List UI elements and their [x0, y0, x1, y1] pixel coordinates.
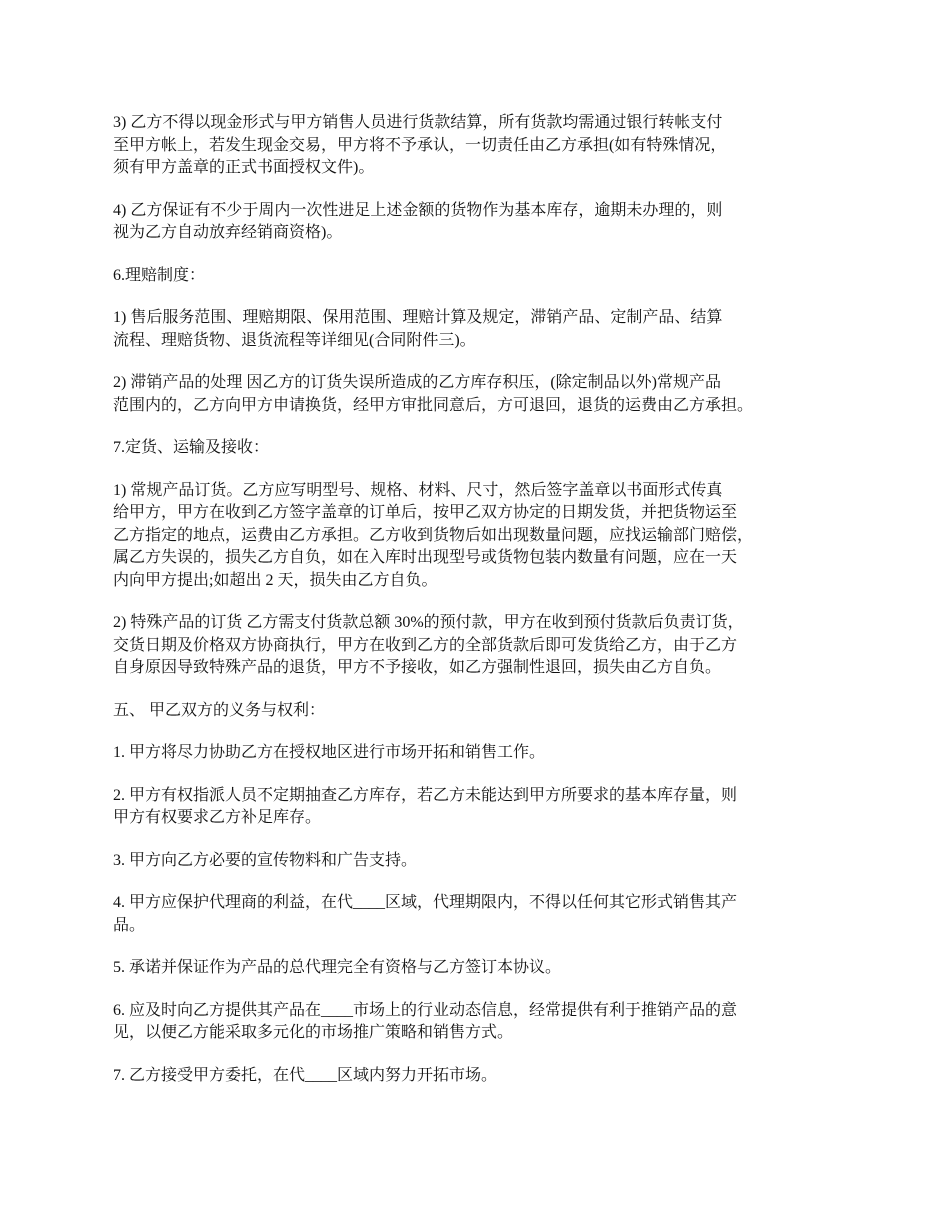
text-line: 2) 滞销产品的处理 因乙方的订货失误所造成的乙方库存积压，(除定制品以外)常规产品: [113, 374, 721, 391]
text-line: 2. 甲方有权指派人员不定期抽查乙方库存，若乙方未能达到甲方所要求的基本库存量，则: [113, 786, 738, 804]
text-line: 4. 甲方应保护代理商的利益，在代____区域，代理期限内，不得以任何其它形式销售其产: [113, 894, 738, 911]
text-line: 2) 特殊产品的订货 乙方需支付货款总额 30%的预付款，甲方在收到预付货款后负责订货，: [113, 614, 744, 631]
list-item-right-3: [113, 850, 853, 873]
text-line: 3) 乙方不得以现金形式与甲方销售人员进行货款结算，所有货款均需通过银行转帐支付: [113, 114, 723, 131]
text-line: 给甲方，甲方在收到乙方签字盖章的订单后，按甲乙双方协定的日期发货，并把货物运至: [113, 504, 738, 521]
paragraph-basic-stock: [113, 200, 853, 245]
text-line: 范围内的，乙方向甲方申请换货，经甲方审批同意后，方可退回，退货的运费由乙方承担。: [113, 396, 754, 414]
text-line: 1) 常规产品订货。乙方应写明型号、规格、材料、尺寸，然后签字盖章以书面形式传真: [113, 481, 723, 499]
text-line: 流程、理赔货物、退货流程等详细见(合同附件三)。: [113, 331, 476, 349]
section-heading-ordering: [113, 437, 853, 460]
heading-text: 7.定货、运输及接收：: [113, 439, 270, 456]
list-item-right-2: [113, 785, 853, 830]
section-heading-claims: [113, 265, 853, 288]
text-line: 见，以便乙方能采取多元化的市场推广策略和销售方式。: [113, 1024, 514, 1041]
paragraph-cash-settlement: [113, 112, 853, 180]
text-line: 乙方指定的地点，运费由乙方承担。乙方收到货物后如出现数量问题，应找运输部门赔偿，: [113, 526, 754, 544]
list-item-right-4: [113, 892, 853, 937]
text-line: 甲方有权要求乙方补足库存。: [113, 809, 322, 826]
list-item-right-5: [113, 957, 853, 980]
text-line: 视为乙方自动放弃经销商资格)。: [113, 224, 343, 241]
text-line: 属乙方失误的，损失乙方自负，如在入库时出现型号或货物包装内数量有问题，应在一天: [113, 549, 738, 566]
text-line: 须有甲方盖章的正式书面授权文件)。: [113, 159, 375, 176]
text-line: 1. 甲方将尽力协助乙方在授权地区进行市场开拓和销售工作。: [113, 744, 546, 761]
list-item-right-7: [113, 1065, 853, 1088]
heading-text: 五、 甲乙双方的义务与权利：: [113, 701, 326, 719]
text-line: 至甲方帐上，若发生现金交易，甲方将不予承认，一切责任由乙方承担(如有特殊情况，: [113, 136, 727, 154]
text-line: 3. 甲方向乙方必要的宣传物料和广告支持。: [113, 851, 418, 869]
paragraph-unsold-products: [113, 372, 853, 417]
paragraph-special-orders: [113, 612, 853, 680]
text-line: 4) 乙方保证有不少于周内一次性进足上述金额的货物作为基本库存，逾期未办理的，则: [113, 201, 723, 219]
text-line: 自身原因导致特殊产品的退货，甲方不予接收，如乙方强制性退回，损失由乙方自负。: [113, 659, 722, 676]
list-item-right-6: [113, 1000, 853, 1045]
text-line: 品。: [113, 916, 146, 934]
text-line: 6. 应及时向乙方提供其产品在____市场上的行业动态信息，经常提供有利于推销产品的意: [113, 1001, 738, 1019]
text-line: 7. 乙方接受甲方委托，在代____区域内努力开拓市场。: [113, 1066, 498, 1084]
section-heading-rights: [113, 700, 853, 723]
list-item-right-1: [113, 742, 853, 765]
document-page: [113, 112, 853, 1107]
heading-text: 6.理赔制度：: [113, 266, 206, 284]
text-line: 1) 售后服务范围、理赔期限、保用范围、理赔计算及规定，滞销产品、定制产品、结算: [113, 309, 723, 326]
paragraph-after-sales: [113, 307, 853, 352]
text-line: 5. 承诺并保证作为产品的总代理完全有资格与乙方签订本协议。: [113, 959, 562, 976]
text-line: 交货日期及价格双方协商执行，甲方在收到乙方的全部货款后即可发货给乙方，由于乙方: [113, 636, 738, 654]
text-line: 内向甲方提出;如超出 2 天，损失由乙方自负。: [113, 571, 438, 589]
paragraph-regular-orders: [113, 480, 853, 593]
